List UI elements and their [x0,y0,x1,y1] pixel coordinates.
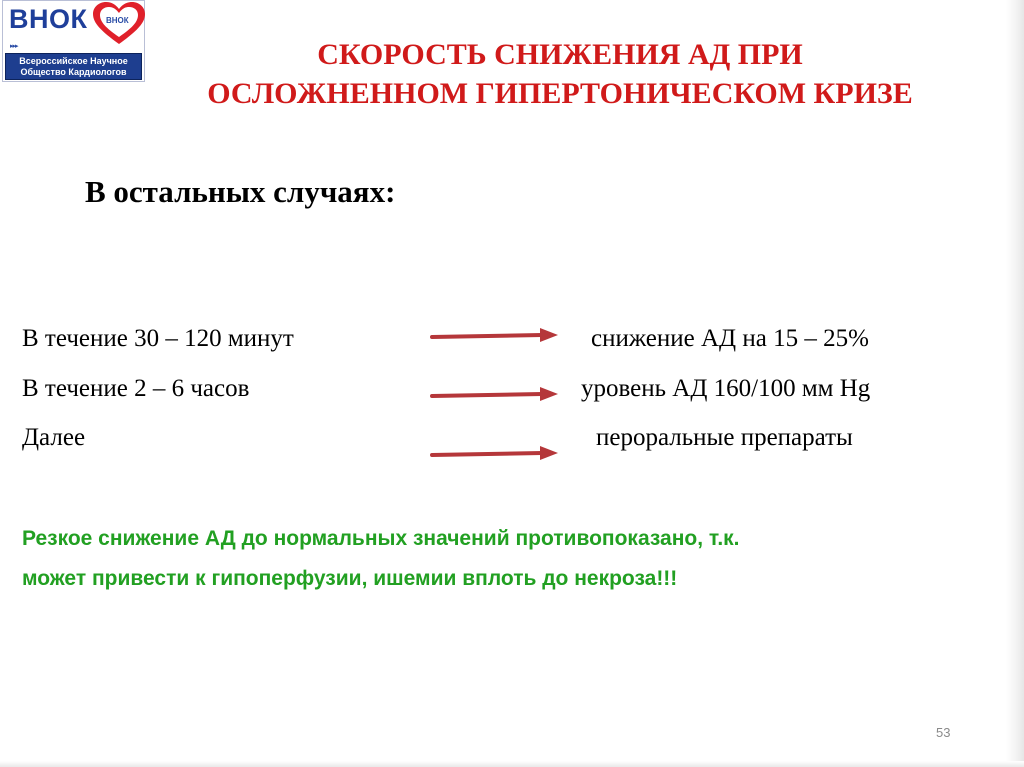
arrow-right-icon [430,445,560,463]
logo-heart-label: ВНОК [106,16,129,25]
slide-title [120,35,1000,113]
row-label-2: В течение 2 – 6 часов [22,375,250,402]
arrow-right-icon [430,327,560,345]
row-label-1: В течение 30 – 120 минут [22,325,294,352]
row-value-1: снижение АД на 15 – 25% [591,325,869,352]
subheading: В остальных случаях: [85,174,396,209]
warning-text [22,519,1002,599]
row-value-2: уровень АД 160/100 мм Hg [581,375,871,402]
slide-bottom-shadow [0,761,1024,767]
slide-edge-shadow [1006,0,1024,767]
logo-arrows-icon: ▸▸▸ [10,42,18,50]
title-line2: ОСЛОЖНЕННОМ ГИПЕРТОНИЧЕСКОМ КРИЗЕ [207,77,913,110]
row-value-3: пероральные препараты [596,424,853,451]
warning-line1: Резкое снижение АД до нормальных значений противопоказано, т.к. [22,527,740,550]
arrow-right-icon [430,386,560,404]
title-line1: СКОРОСТЬ СНИЖЕНИЯ АД ПРИ [317,38,803,71]
page-number: 53 [936,725,951,740]
logo-org-line1: Всероссийское Научное [19,56,128,66]
warning-line2: может привести к гипоперфузии, ишемии вплоть до некроза!!! [22,567,678,590]
logo-wordmark: ВНОК [9,4,88,34]
row-label-3: Далее [22,424,86,451]
logo-org-line2: Общество Кардиологов [20,67,127,77]
